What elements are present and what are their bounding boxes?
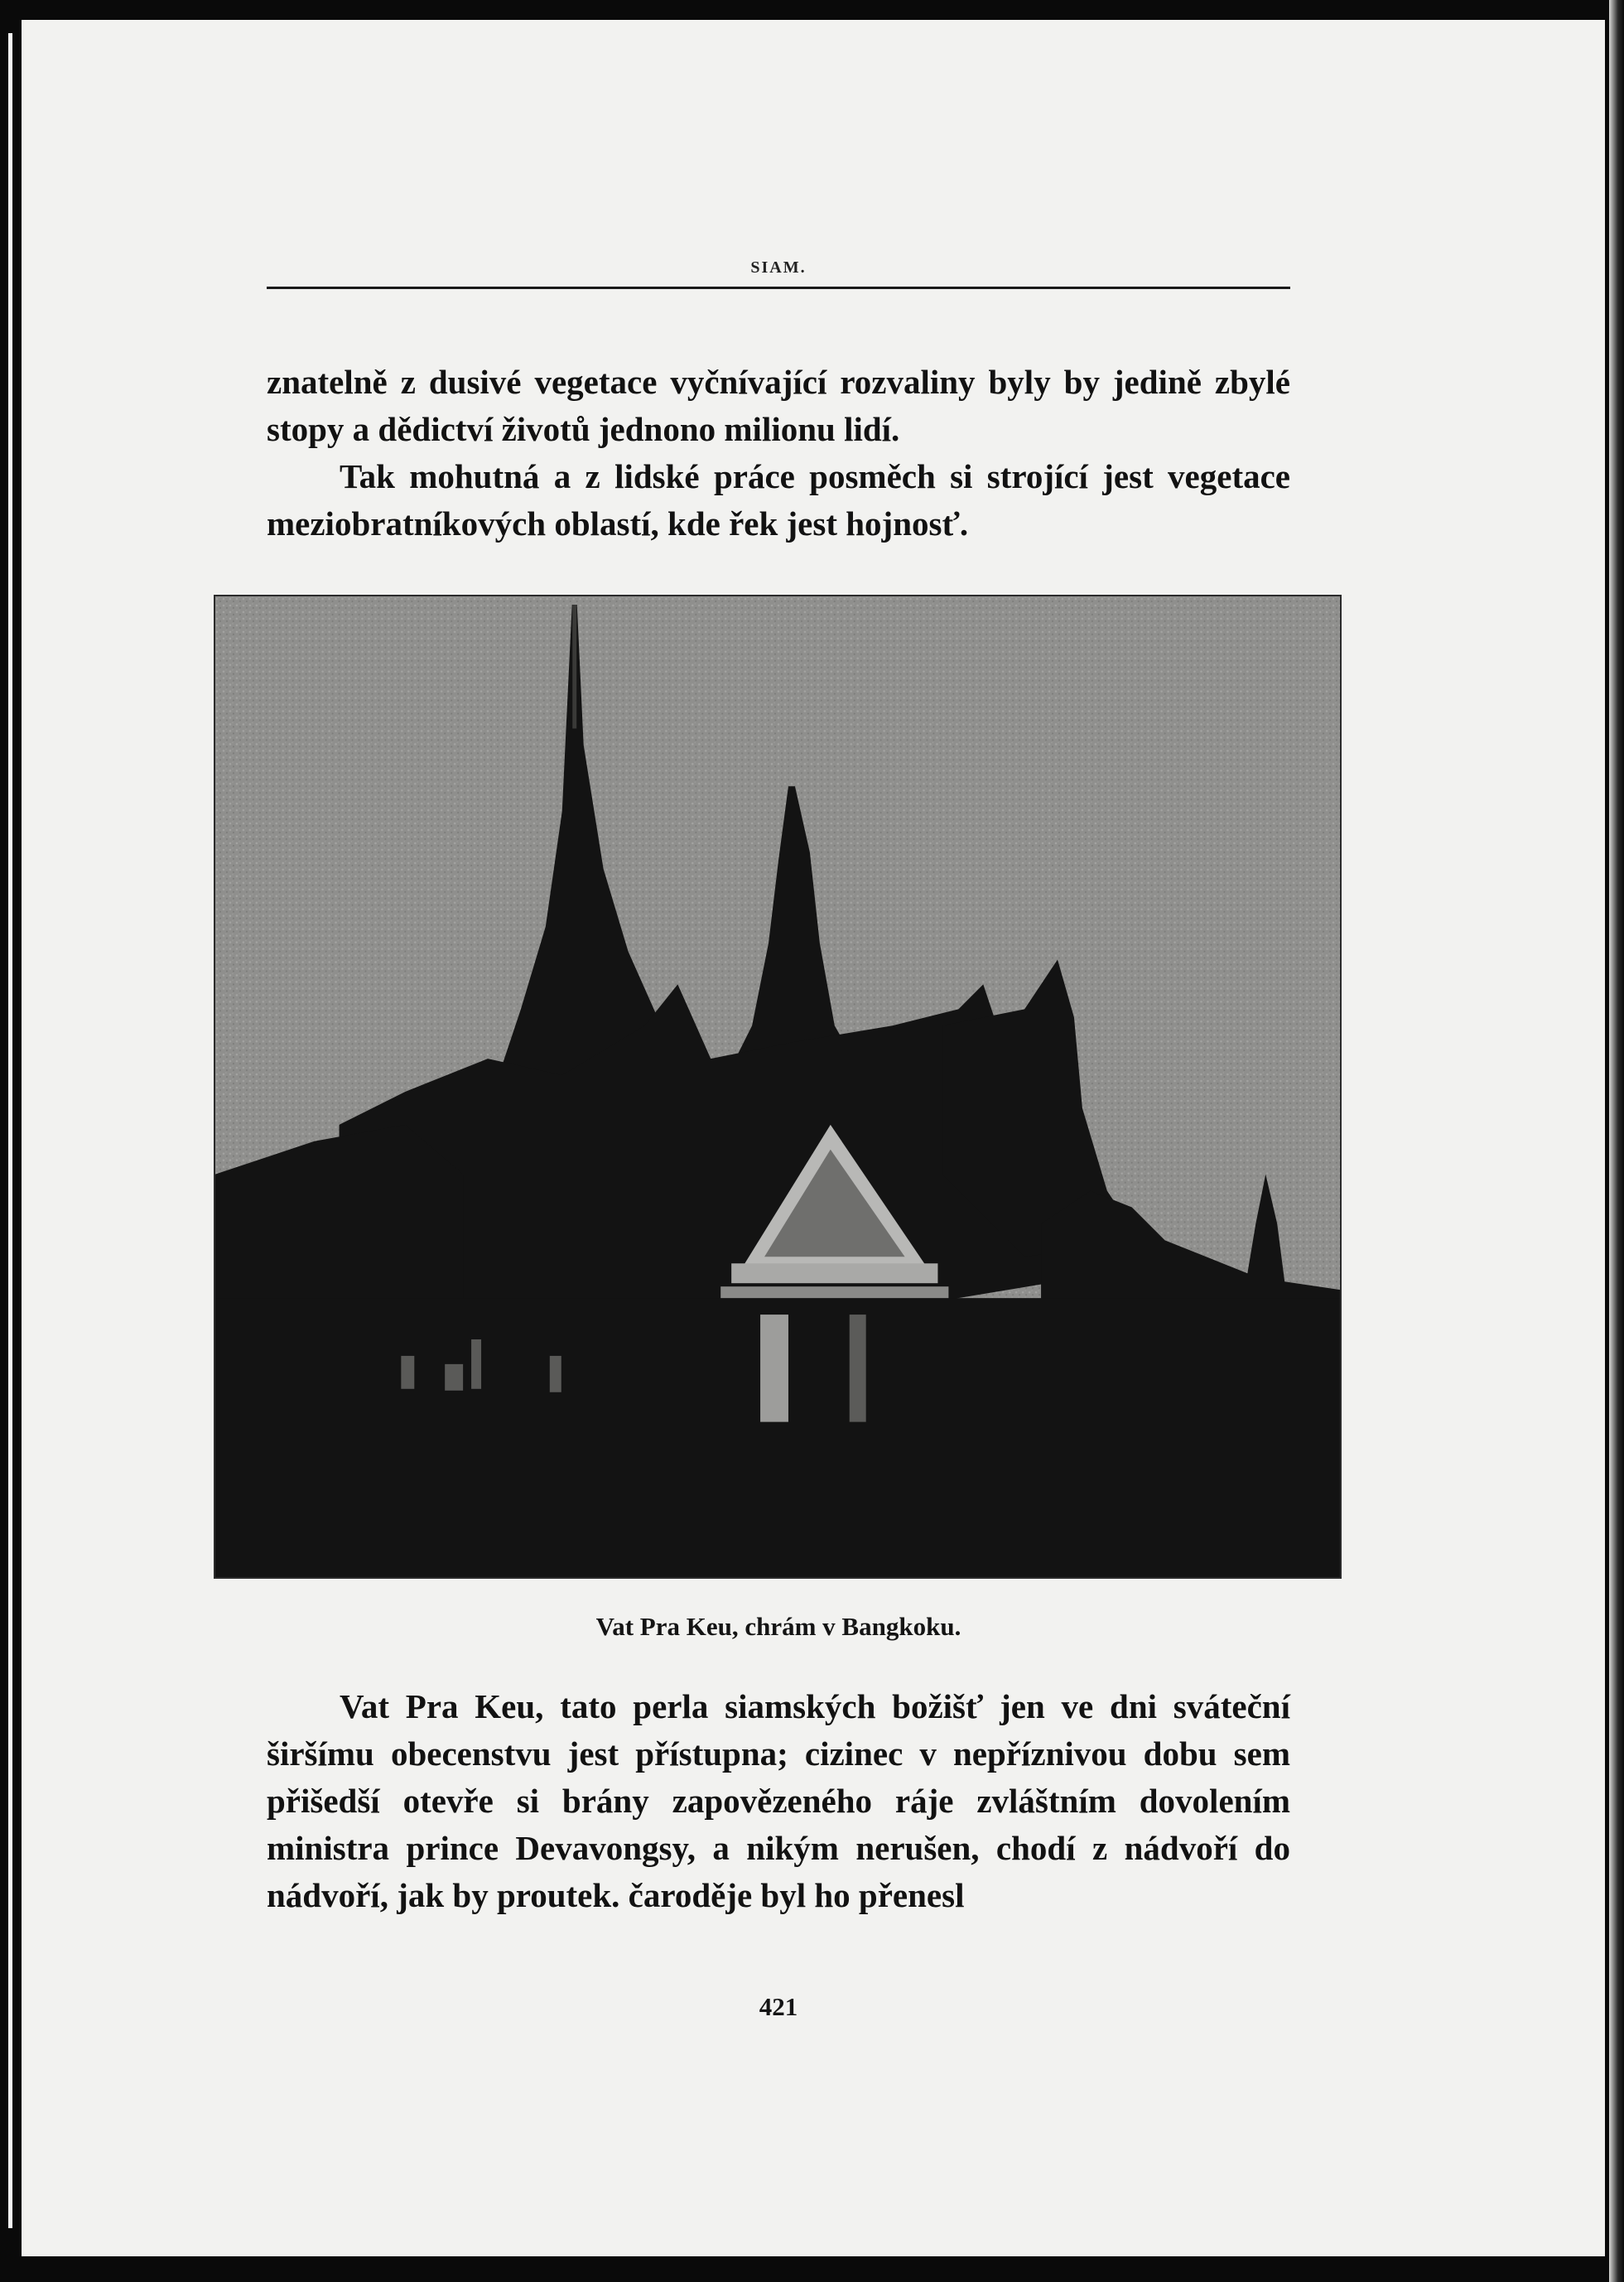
page-number: 421: [759, 1992, 798, 2021]
header-rule: [267, 287, 1290, 289]
text-block-bottom: [267, 1683, 1290, 1919]
paragraph: znatelně z dusivé vegetace vyčnívající rozvaliny byly by jedině zbylé stopy a dědictví životů jednono milionu lidí.: [267, 363, 1290, 448]
spine-highlight: [8, 33, 12, 2228]
paragraph: Vat Pra Keu, tato perla siamských božišť jen ve dni sváteční širšímu obecenstvu jest přístupna; cizinec v nepříznivou dobu sem přišedší otevře si brány zapovězeného ráje zvláštním dovolením ministra prince Devavongsy, a nikým nerušen, chodí z nádvoří do nádvoří, jak by proutek. čaroděje byl ho přenesl: [267, 1687, 1290, 1914]
page-edge-shadow: [1609, 0, 1624, 2282]
paragraph: Tak mohutná a z lidské práce posměch si strojící jest vegetace meziobratníkových oblastí, kde řek jest hojnosť.: [267, 457, 1290, 543]
temple-silhouette-illustration: [215, 596, 1340, 1577]
figure-caption: Vat Pra Keu, chrám v Bangkoku.: [595, 1612, 961, 1641]
running-head: SIAM.: [750, 258, 807, 277]
text-block-top: [267, 359, 1290, 548]
temple-photograph: [214, 595, 1342, 1579]
